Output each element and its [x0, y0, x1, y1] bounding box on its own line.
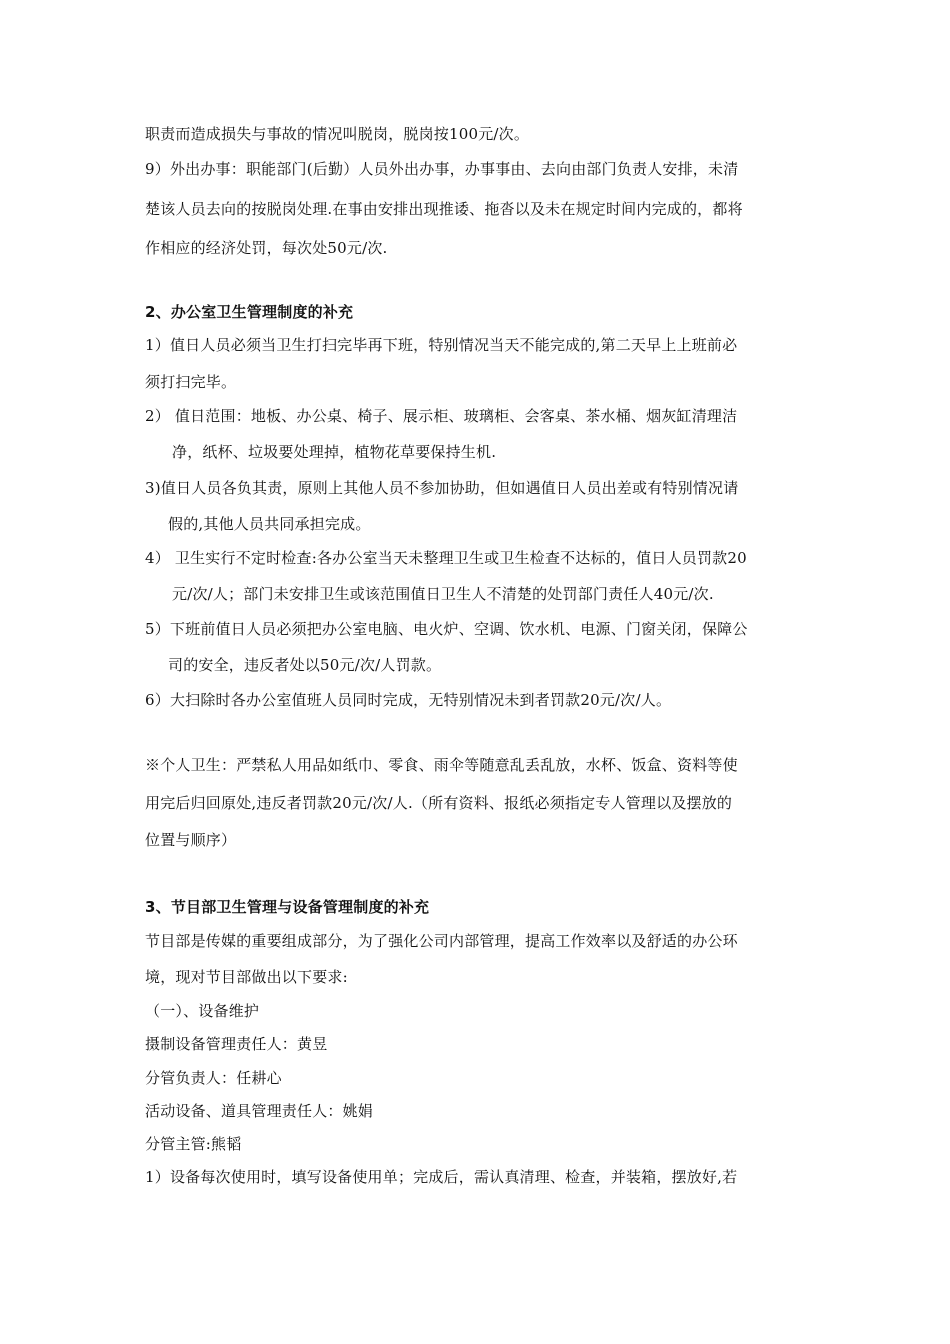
text-line: 分管主管:熊韬	[145, 1135, 242, 1153]
text-line: 活动设备、道具管理责任人：姚娟	[145, 1102, 374, 1120]
text-line: （一）、设备维护	[145, 1002, 260, 1020]
text-line: 司的安全，违反者处以50元/次/人罚款。	[168, 656, 442, 674]
text-line: 作相应的经济处罚，每次处50元/次.	[145, 239, 388, 257]
text-line: 职责而造成损失与事故的情况叫脱岗，脱岗按100元/次。	[145, 125, 530, 143]
text-line: ※个人卫生：严禁私人用品如纸巾、零食、雨伞等随意乱丢乱放，水杯、饭盒、资料等使	[145, 756, 738, 774]
text-line: 5）下班前值日人员必须把办公室电脑、电火炉、空调、饮水机、电源、门窗关闭，保障公	[145, 620, 748, 638]
text-line: 9）外出办事：职能部门(后勤）人员外出办事，办事事由、去向由部门负责人安排，未清	[145, 160, 739, 178]
section-heading: 3、节目部卫生管理与设备管理制度的补充	[145, 898, 430, 916]
text-line: 6）大扫除时各办公室值班人员同时完成，无特别情况未到者罚款20元/次/人。	[145, 691, 672, 709]
text-line: 节目部是传媒的重要组成部分，为了强化公司内部管理，提高工作效率以及舒适的办公环	[145, 932, 738, 950]
section-heading: 2、办公室卫生管理制度的补充	[145, 303, 354, 321]
text-line: 4） 卫生实行不定时检查:各办公室当天未整理卫生或卫生检查不达标的，值日人员罚款20	[145, 549, 747, 567]
text-line: 分管负责人：任耕心	[145, 1069, 282, 1087]
text-line: 3)值日人员各负其责，原则上其他人员不参加协助，但如遇值日人员出差或有特别情况请	[145, 479, 739, 497]
text-line: 元/次/人；部门未安排卫生或该范围值日卫生人不清楚的处罚部门责任人40元/次.	[172, 585, 714, 603]
text-line: 须打扫完毕。	[145, 373, 237, 391]
text-line: 位置与顺序）	[145, 831, 237, 849]
text-line: 境，现对节目部做出以下要求:	[145, 968, 348, 986]
text-line: 净，纸杯、垃圾要处理掉，植物花草要保持生机.	[172, 443, 497, 461]
text-line: 楚该人员去向的按脱岗处理.在事由安排出现推诿、拖沓以及未在规定时间内完成的，都将	[145, 200, 743, 218]
text-line: 2） 值日范围：地板、办公桌、椅子、展示柜、玻璃柜、会客桌、茶水桶、烟灰缸清理洁	[145, 407, 738, 425]
text-line: 假的,其他人员共同承担完成。	[168, 515, 371, 533]
text-line: 1）值日人员必须当卫生打扫完毕再下班，特别情况当天不能完成的,第二天早上上班前必	[145, 336, 738, 354]
text-line: 用完后归回原处,违反者罚款20元/次/人.（所有资料、报纸必须指定专人管理以及摆放的	[145, 794, 733, 812]
text-line: 摄制设备管理责任人：黄昱	[145, 1035, 328, 1053]
text-line: 1）设备每次使用时，填写设备使用单；完成后，需认真清理、检查，并装箱，摆放好,若	[145, 1168, 738, 1186]
